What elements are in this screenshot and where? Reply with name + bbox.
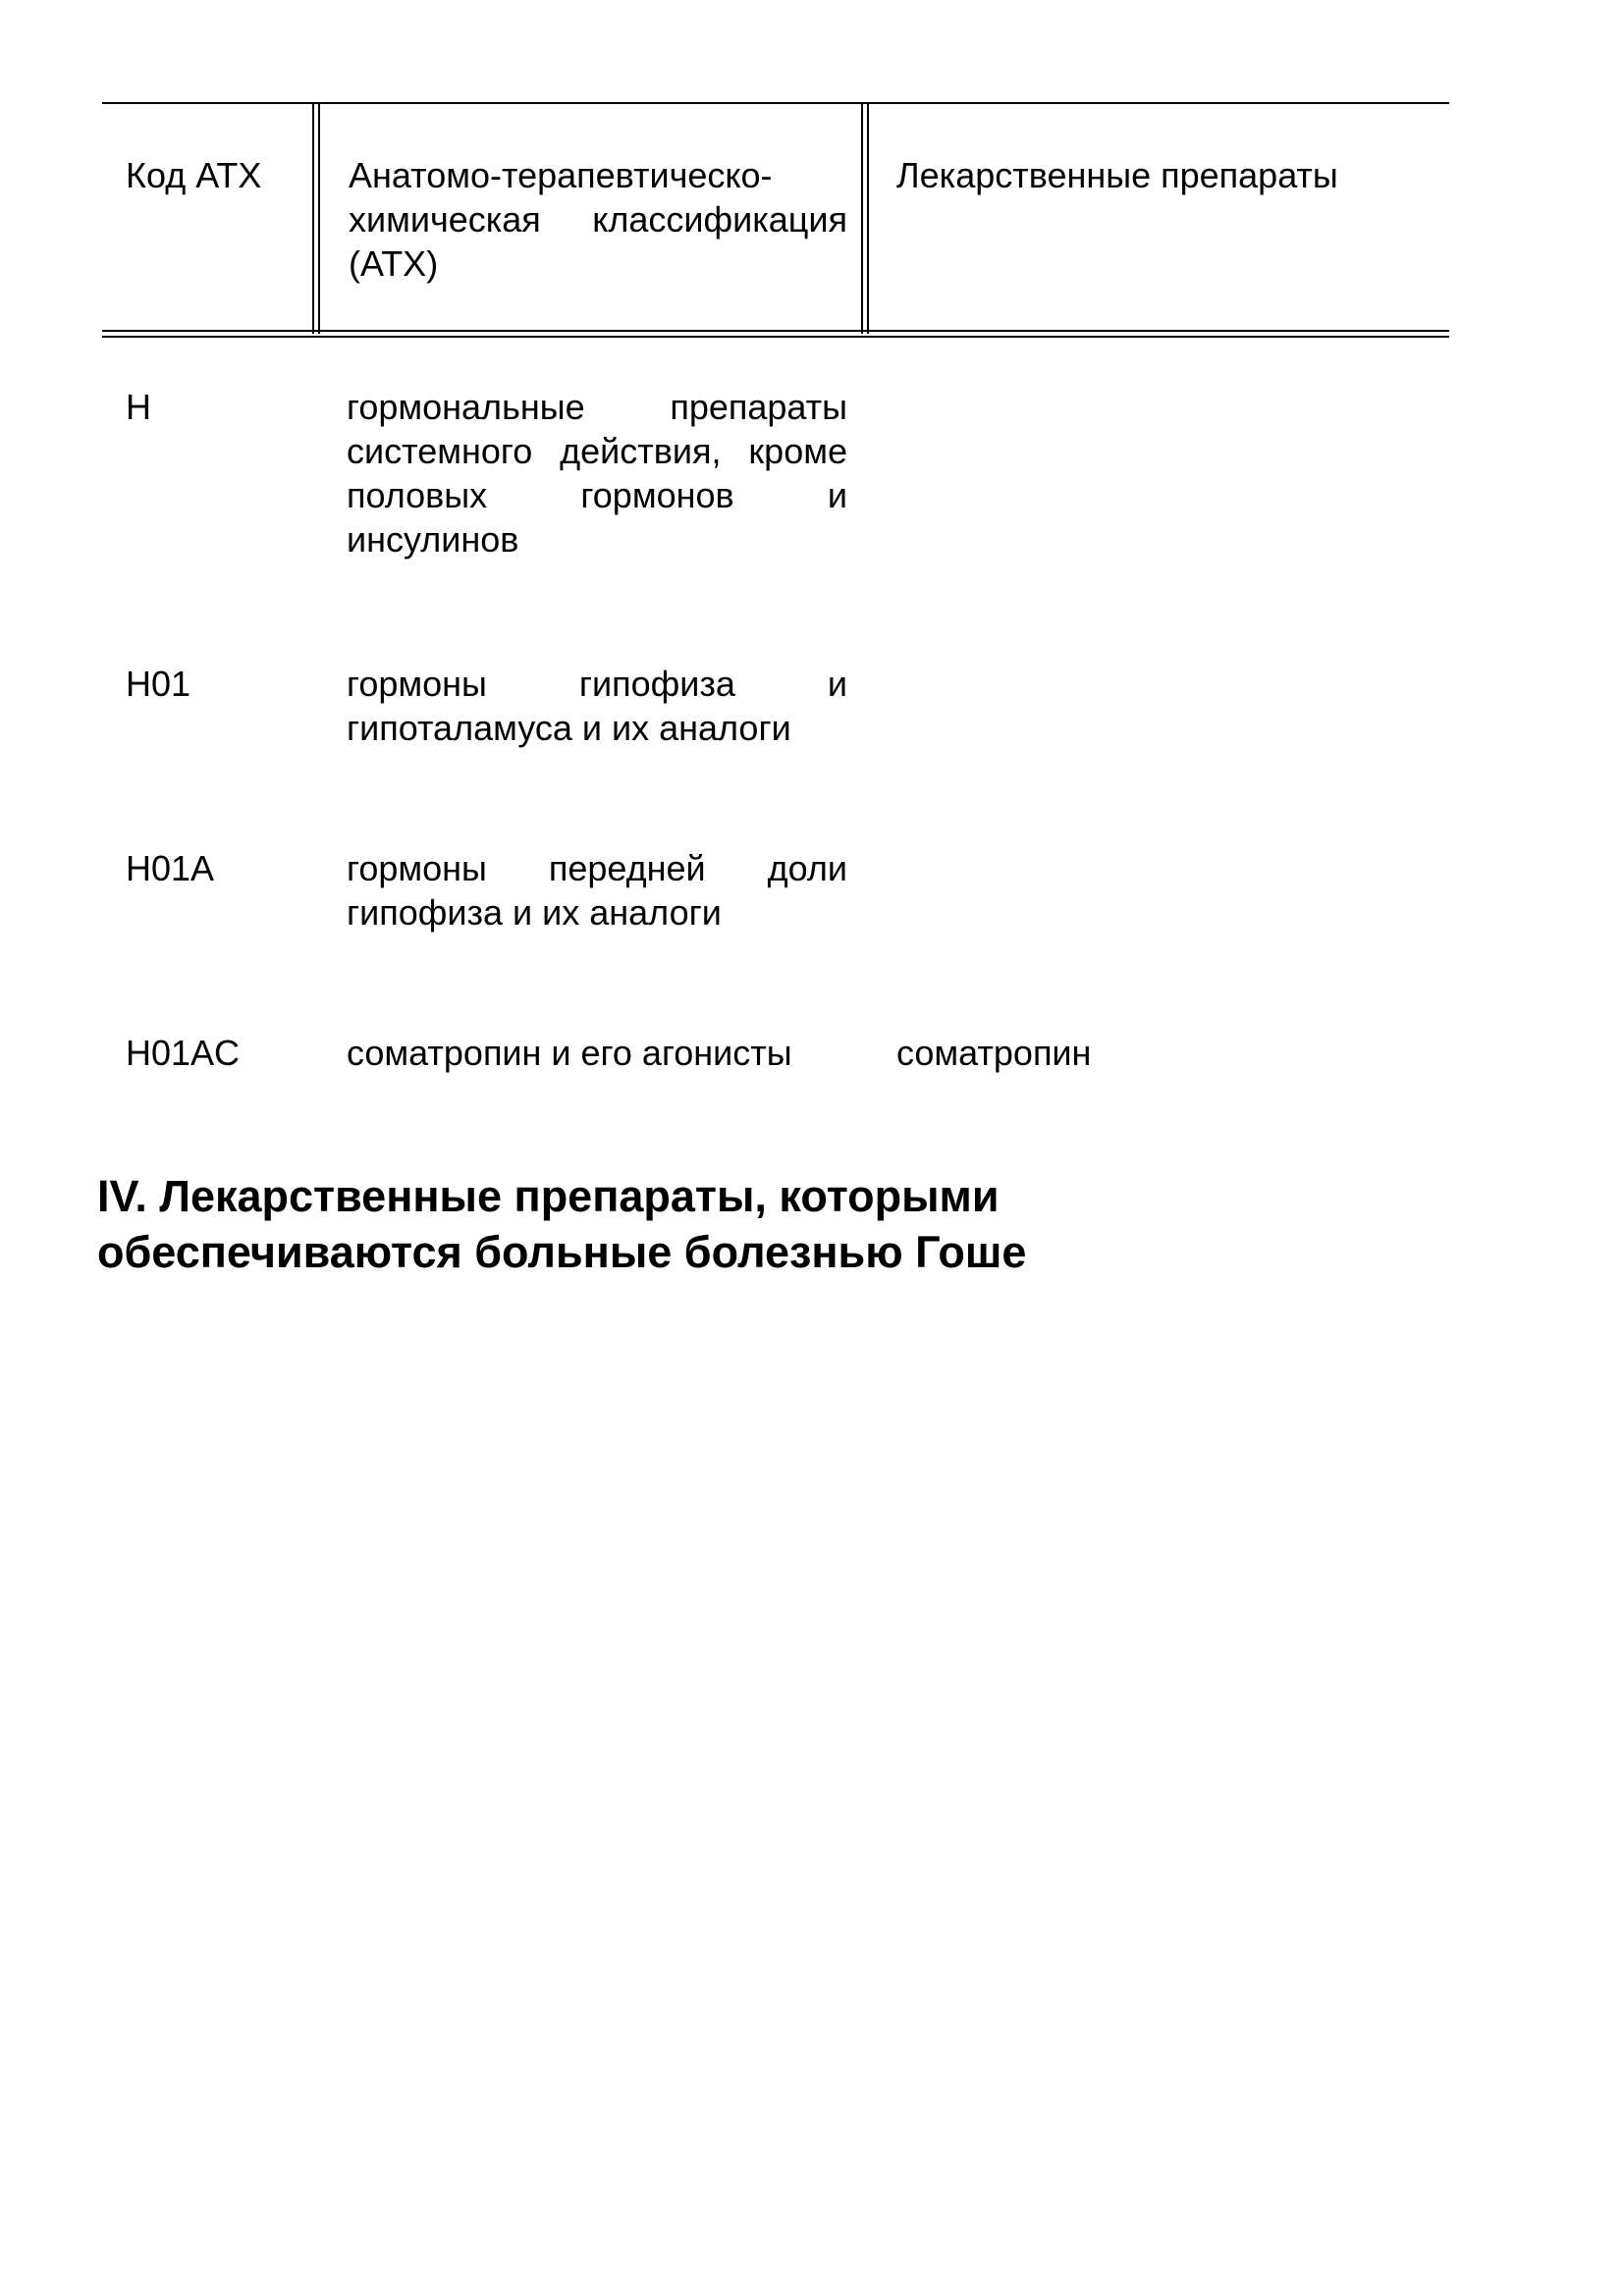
table-header-divider [312,102,314,334]
header-atc-classification: Анатомо-терапевтическо-химическая классификация (АТХ) [349,155,847,284]
row-classification: гормональные препараты системного действия, кроме половых гормонов и инсулинов [347,387,847,560]
row-code: H01 [126,664,191,704]
row-code: H [126,387,151,427]
row-medicine: соматропин [896,1033,1092,1073]
row-classification: гормоны гипофиза и гипоталамуса и их аналоги [347,664,847,748]
table-header-bottom-border-double [102,336,1449,338]
row-code: H01AC [126,1033,241,1073]
header-atc-code: Код АТХ [126,155,262,195]
row-classification: соматропин и его агонисты [347,1033,792,1073]
row-classification: гормоны передней доли гипофиза и их аналоги [347,848,847,933]
table-header-divider [867,102,869,334]
table-header-divider [861,102,863,334]
table-header-divider [318,102,320,334]
table-header-bottom-border [102,330,1449,332]
header-medicines: Лекарственные препараты [896,155,1338,195]
table-header-top-border [102,102,1449,104]
row-code: H01A [126,848,215,888]
section-heading: IV. Лекарственные препараты, которыми обеспечиваются больные болезнью Гоше [97,1171,1027,1277]
